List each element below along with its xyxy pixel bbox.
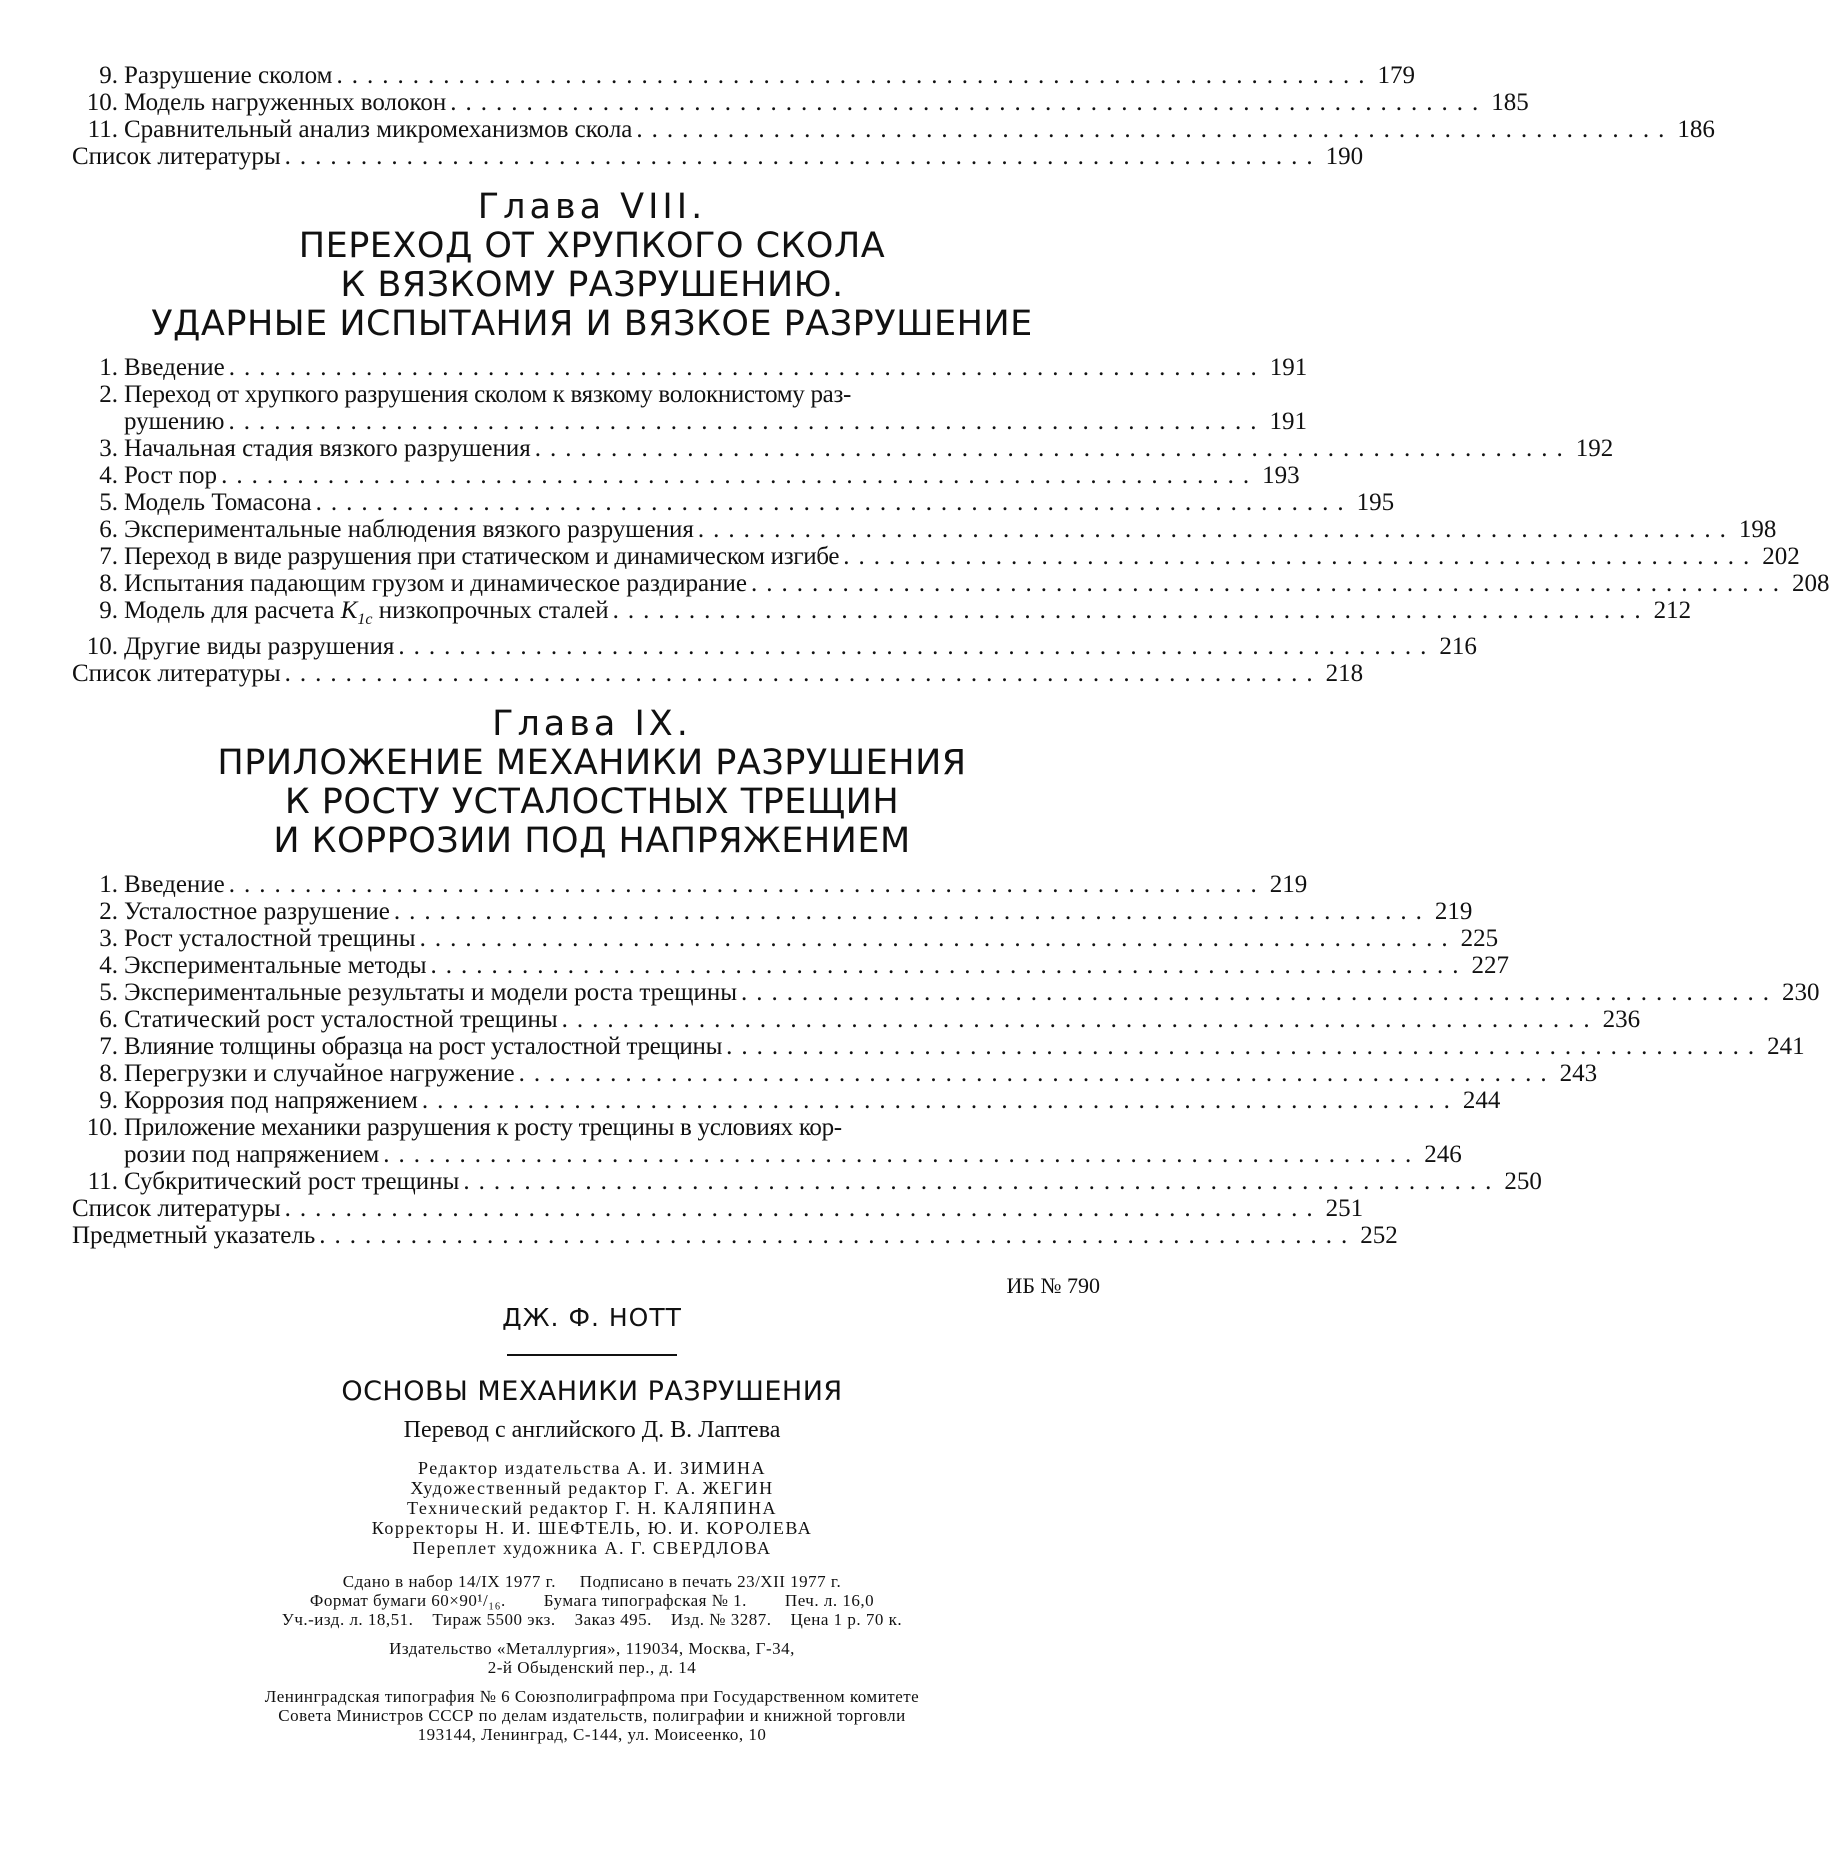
chapter-title-line: К РОСТУ УСТАЛОСТНЫХ ТРЕЩИН (284, 782, 900, 822)
chapter-label: Глава VIII. (477, 187, 707, 227)
dot-leader: .................................................................... (561, 1006, 1599, 1033)
dot-leader: .................................................................... (750, 570, 1788, 597)
dot-leader: .................................................................... (741, 979, 1779, 1006)
print-line: Уч.-изд. л. 18,51. Тираж 5500 экз. Заказ 495. Изд. № 3287. Цена 1 р. 70 к. (281, 1610, 903, 1629)
toc-entry: 10. Модель нагруженных волокон .................................................................... 185 (86, 89, 1529, 116)
dot-leader: .................................................................... (383, 1141, 1421, 1168)
dot-leader: .................................................................... (726, 1033, 1764, 1060)
dot-leader: .................................................................... (228, 354, 1266, 381)
toc-entry: 10. Приложение механики разрушения к росту трещины в условиях кор- розии под напряжением .................................................................... 246 (86, 1114, 1462, 1168)
credit-line: Корректоры Н. И. ШЕФТЕЛЬ, Ю. И. КОРОЛЕВА (371, 1518, 813, 1538)
toc-section-continued (72, 62, 1715, 170)
toc-entry: 7. Влияние толщины образца на рост усталостной трещины .................................................................... 241 (99, 1033, 1805, 1060)
dot-leader: .................................................................... (228, 408, 1266, 435)
chapter-title-line: УДАРНЫЕ ИСПЫТАНИЯ И ВЯЗКОЕ РАЗРУШЕНИЕ (151, 304, 1033, 344)
printer-line: Ленинградская типография № 6 Союзполиграфпрома при Государственном комитете (264, 1687, 920, 1706)
toc-entry: 4. Рост пор .................................................................... 193 (99, 462, 1300, 489)
dot-leader: .................................................................... (315, 489, 1353, 516)
dot-leader: .................................................................... (398, 633, 1436, 660)
toc-entry: 9. Разрушение сколом .................................................................... 179 (99, 62, 1415, 89)
toc-entry: 11. Субкритический рост трещины .................................................................... 250 (87, 1168, 1542, 1195)
chapter-title-line: К ВЯЗКОМУ РАЗРУШЕНИЮ. (340, 265, 844, 305)
toc-entry: 8. Перегрузки и случайное нагружение .................................................................... 243 (99, 1060, 1598, 1087)
toc-entry: 2. Усталостное разрушение .................................................................... 219 (99, 898, 1473, 925)
book-title: ОСНОВЫ МЕХАНИКИ РАЗРУШЕНИЯ (341, 1376, 843, 1407)
book-author: ДЖ. Ф. НОТТ (502, 1303, 682, 1332)
dot-leader: .................................................................... (518, 1060, 1556, 1087)
toc-entry: 1. Введение .................................................................... 191 (99, 354, 1308, 381)
toc-entry: 10. Другие виды разрушения .................................................................... 216 (86, 633, 1477, 660)
toc-entry: 3. Рост усталостной трещины .................................................................... 225 (99, 925, 1499, 952)
toc-entry: 2. Переход от хрупкого разрушения сколом к вязкому волокнистому раз- рушению .................................................................... 191 (99, 381, 1307, 435)
credit-line: Технический редактор Г. Н. КАЛЯПИНА (407, 1498, 777, 1518)
printer-line: Совета Министров СССР по делам издательств, полиграфии и книжной торговли (278, 1706, 906, 1725)
divider (507, 1354, 677, 1356)
toc-entry: 7. Переход в виде разрушения при статическом и динамическом изгибе ............................................................ 202 (99, 543, 1800, 570)
toc-references: Список литературы .................................................................... 190 (72, 143, 1364, 170)
credit-line: Редактор издательства А. И. ЗИМИНА (417, 1458, 767, 1478)
toc-chapter-8 (72, 354, 1829, 687)
toc-entry: 5. Экспериментальные результаты и модели роста трещины .................................................................... 230 (99, 979, 1820, 1006)
book-page (72, 62, 1829, 1744)
dot-leader: .................................................................... (319, 1222, 1357, 1249)
dot-leader: .................................................................... (393, 898, 1431, 925)
dot-leader: .................................................................... (697, 516, 1735, 543)
publisher-line: 2-й Обыденский пер., д. 14 (487, 1658, 697, 1677)
dot-leader: .................................................................... (284, 143, 1322, 170)
dot-leader: ............................................................ (843, 543, 1759, 570)
toc-entry: 8. Испытания падающим грузом и динамическое раздирание .................................................................... 208 (99, 570, 1829, 597)
dot-leader: .................................................................... (284, 1195, 1322, 1222)
toc-references: Список литературы .................................................................... 251 (72, 1195, 1364, 1222)
print-line: Сдано в набор 14/IX 1977 г. Подписано в печать 23/XII 1977 г. (342, 1572, 842, 1591)
toc-entry: 1. Введение .................................................................... 219 (99, 871, 1308, 898)
toc-entry: 6. Статический рост усталостной трещины .................................................................... 236 (99, 1006, 1641, 1033)
credit-line: Художественный редактор Г. А. ЖЕГИН (410, 1478, 774, 1498)
toc-entry: 9. Коррозия под напряжением .................................................................... 244 (99, 1087, 1501, 1114)
toc-entry: 5. Модель Томасона .................................................................... 195 (99, 489, 1395, 516)
toc-subject-index: Предметный указатель .................................................................... 252 (72, 1222, 1398, 1249)
dot-leader: .................................................................... (336, 62, 1374, 89)
dot-leader: .................................................................... (228, 871, 1266, 898)
dot-leader: .................................................................... (421, 1087, 1459, 1114)
dot-leader: .................................................................... (419, 925, 1457, 952)
toc-references: Список литературы .................................................................... 218 (72, 660, 1364, 687)
translation-credit: Перевод с английского Д. В. Лаптева (403, 1417, 781, 1443)
dot-leader: .................................................................... (450, 89, 1488, 116)
toc-entry: 6. Экспериментальные наблюдения вязкого разрушения .................................................................... 198 (99, 516, 1777, 543)
credit-line: Переплет художника А. Г. СВЕРДЛОВА (412, 1538, 772, 1558)
dot-leader: .................................................................... (221, 462, 1259, 489)
dot-leader: .................................................................... (612, 597, 1650, 624)
printer-line: 193144, Ленинград, С-144, ул. Моисеенко, 10 (417, 1725, 767, 1744)
printing-details (72, 1572, 1112, 1744)
chapter-title-line: ПЕРЕХОД ОТ ХРУПКОГО СКОЛА (298, 226, 886, 266)
dot-leader: .................................................................... (463, 1168, 1501, 1195)
stress-intensity-symbol: K (340, 597, 358, 624)
toc-entry: 3. Начальная стадия вязкого разрушения .................................................................... 192 (99, 435, 1614, 462)
chapter-label: Глава IX. (492, 704, 692, 744)
toc-entry: 9. Модель для расчета $K_{1c}$ низкопрочных сталей .................................................................... 212 (99, 597, 1692, 628)
chapter-title-line: ПРИЛОЖЕНИЕ МЕХАНИКИ РАЗРУШЕНИЯ (217, 743, 967, 783)
toc-chapter-9 (72, 871, 1820, 1249)
dot-leader: .................................................................... (430, 952, 1468, 979)
dot-leader: .................................................................... (636, 116, 1674, 143)
toc-entry: 11. Сравнительный анализ микромеханизмов скола .................................................................... 186 (87, 116, 1715, 143)
ib-number: ИБ № 790 (1006, 1273, 1100, 1298)
chapter-heading (72, 705, 1112, 861)
print-line: Формат бумаги 60×90¹/₁₆. Бумага типографская № 1. Печ. л. 16,0 (309, 1591, 875, 1610)
chapter-title-line: И КОРРОЗИИ ПОД НАПРЯЖЕНИЕМ (273, 821, 911, 861)
toc-entry: 4. Экспериментальные методы .................................................................... 227 (99, 952, 1510, 979)
editorial-credits (72, 1458, 1112, 1558)
publisher-line: Издательство «Металлургия», 119034, Москва, Г-34, (389, 1639, 795, 1658)
chapter-heading (72, 188, 1112, 344)
dot-leader: .................................................................... (284, 660, 1322, 687)
dot-leader: .................................................................... (534, 435, 1572, 462)
